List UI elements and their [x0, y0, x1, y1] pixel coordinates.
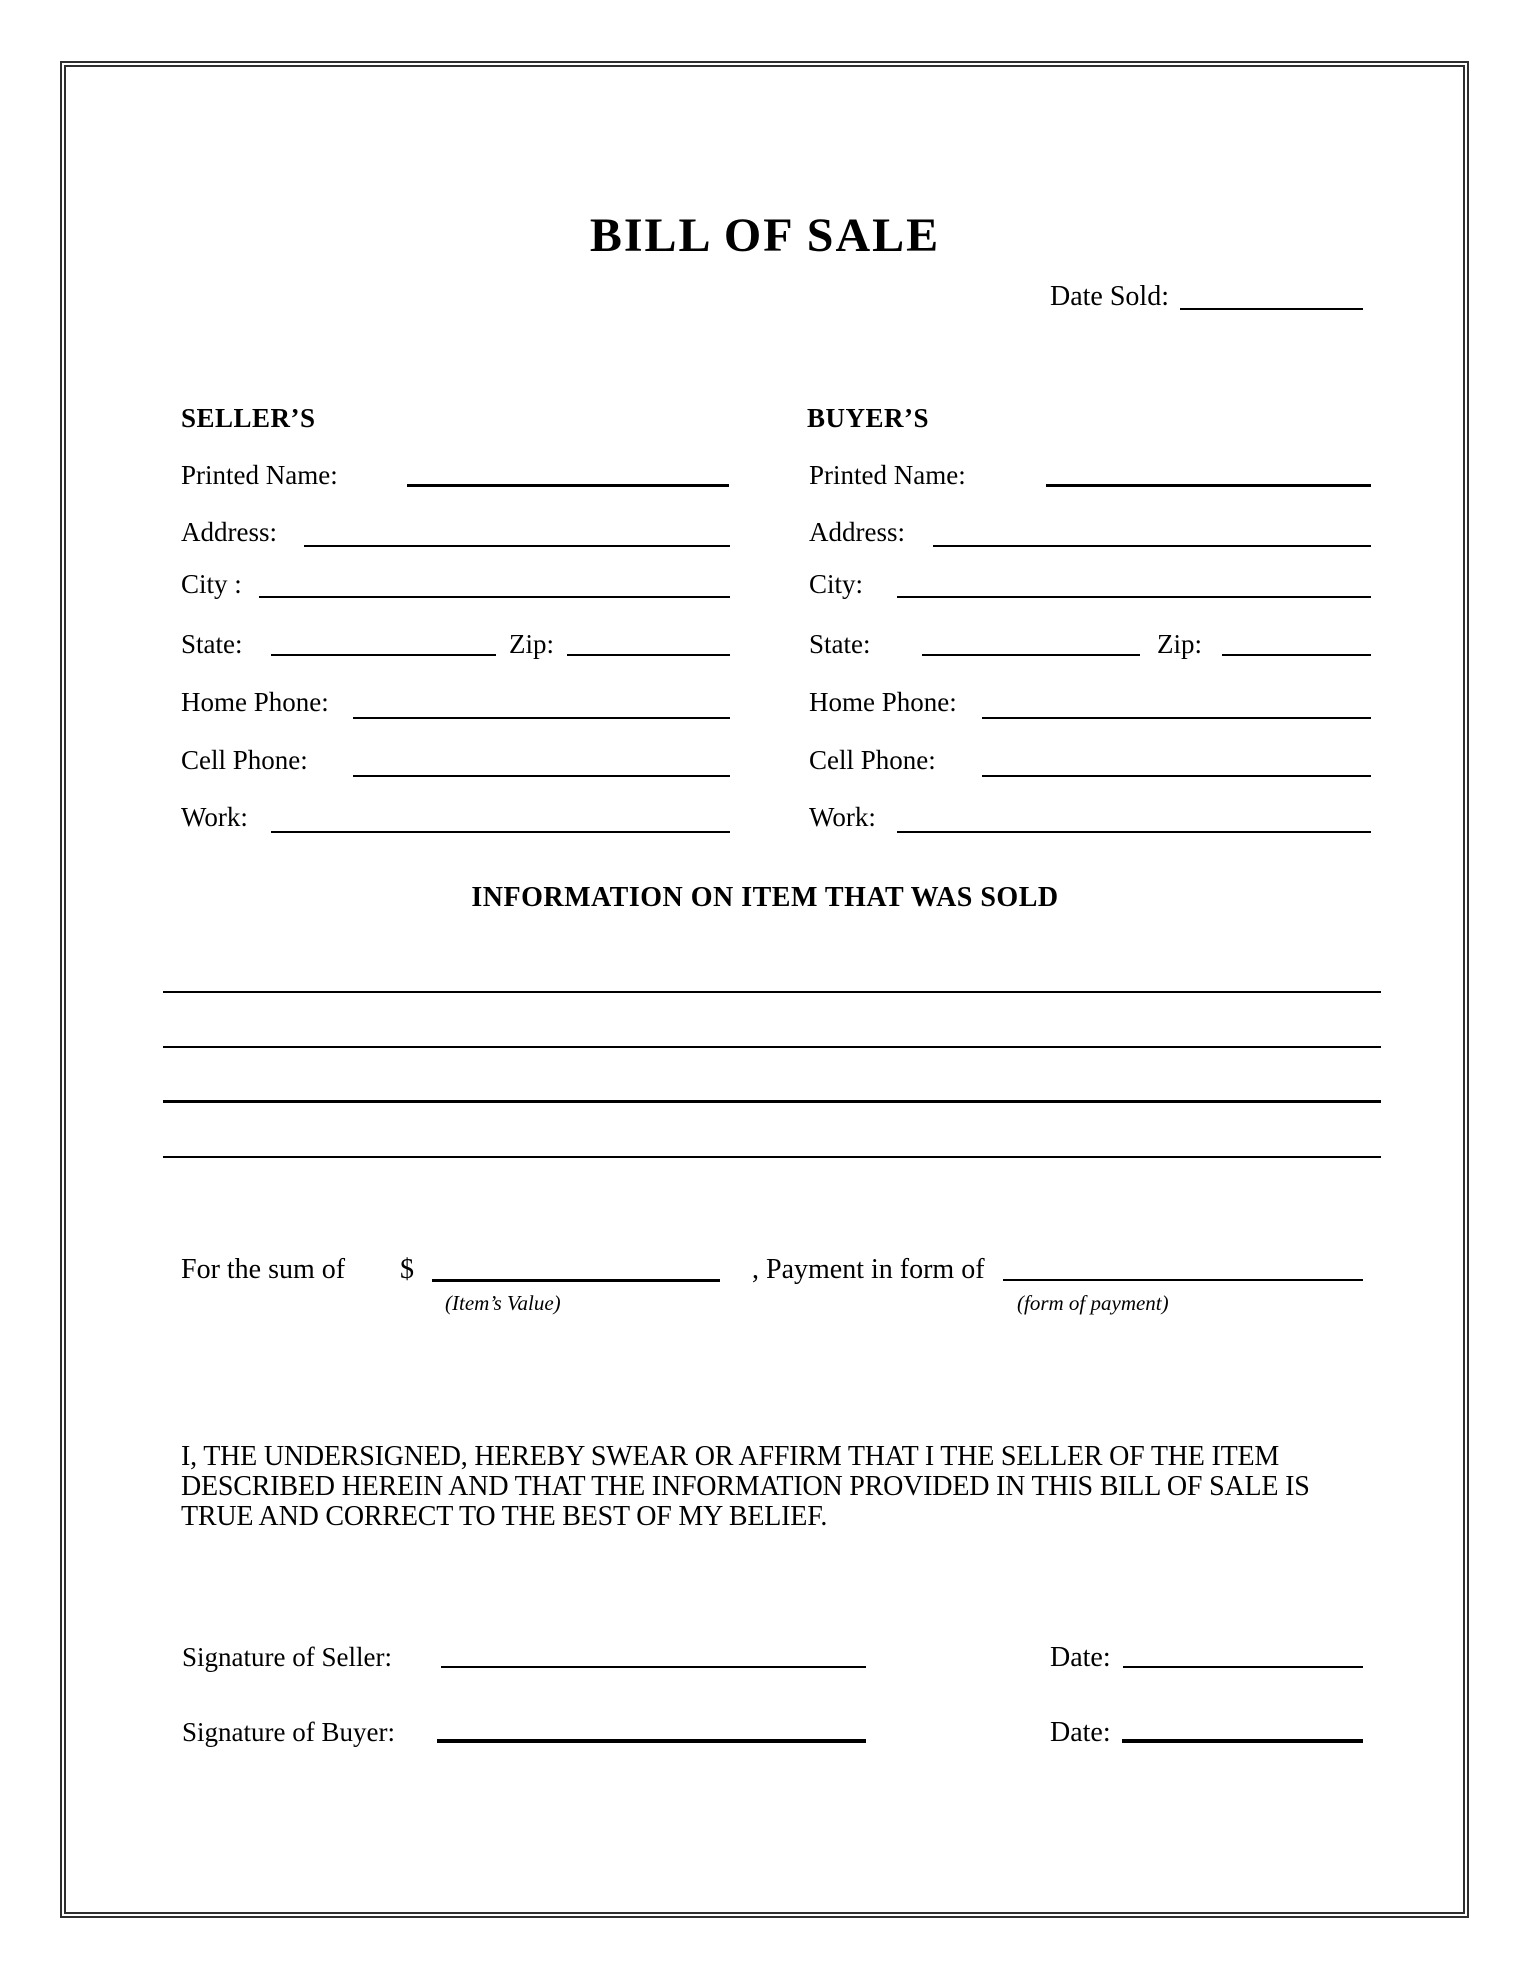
payment-form-input[interactable]: [1003, 1279, 1363, 1281]
buyer-date-input[interactable]: [1122, 1739, 1363, 1743]
payment-form-caption: (form of payment): [1017, 1291, 1169, 1315]
buyer-city-label: City:: [809, 569, 864, 599]
item-value-caption: (Item’s Value): [445, 1291, 561, 1315]
page-title: BILL OF SALE: [589, 209, 941, 262]
item-description-line-4[interactable]: [163, 1156, 1381, 1158]
page-border-frame: [60, 61, 1469, 1918]
affidavit-text: [181, 1442, 1310, 1532]
affidavit-line: TRUE AND CORRECT TO THE BEST OF MY BELIEF.: [181, 1501, 828, 1532]
buyer-printed-name-label: Printed Name:: [809, 460, 966, 490]
seller-zip-label: Zip:: [509, 629, 554, 659]
seller-state-label: State:: [181, 629, 243, 659]
seller-home-phone-input[interactable]: [353, 717, 730, 719]
seller-zip-input[interactable]: [567, 654, 730, 656]
affidavit-line: DESCRIBED HEREIN AND THAT THE INFORMATION PROVIDED IN THIS BILL OF SALE IS: [181, 1471, 1310, 1502]
seller-address-input[interactable]: [304, 545, 730, 547]
seller-state-input[interactable]: [271, 654, 496, 656]
item-description-line-1[interactable]: [163, 991, 1381, 993]
seller-work-phone-label: Work:: [181, 802, 248, 832]
seller-signature-label: Signature of Seller:: [182, 1642, 392, 1672]
buyer-state-input[interactable]: [922, 654, 1140, 656]
item-description-line-2[interactable]: [163, 1046, 1381, 1048]
seller-printed-name-label: Printed Name:: [181, 460, 338, 490]
seller-city-label: City :: [181, 569, 242, 599]
buyer-section-header: BUYER’S: [807, 403, 930, 433]
buyer-home-phone-label: Home Phone:: [809, 687, 957, 717]
item-info-heading: INFORMATION ON ITEM THAT WAS SOLD: [471, 882, 1059, 913]
buyer-cell-phone-label: Cell Phone:: [809, 745, 936, 775]
buyer-address-label: Address:: [809, 517, 905, 547]
seller-date-label: Date:: [1050, 1642, 1111, 1673]
seller-signature-input[interactable]: [441, 1666, 866, 1668]
payment-form-label: , Payment in form of: [752, 1254, 985, 1285]
buyer-city-input[interactable]: [897, 596, 1371, 598]
seller-printed-name-input[interactable]: [407, 484, 729, 487]
dollar-sign: $: [400, 1254, 414, 1285]
buyer-zip-input[interactable]: [1222, 654, 1371, 656]
seller-work-phone-input[interactable]: [271, 831, 730, 833]
buyer-work-phone-input[interactable]: [897, 831, 1371, 833]
buyer-printed-name-input[interactable]: [1046, 484, 1371, 487]
buyer-zip-label: Zip:: [1157, 629, 1202, 659]
sum-prefix-label: For the sum of: [181, 1254, 346, 1285]
date-sold-input[interactable]: [1180, 308, 1363, 310]
buyer-signature-label: Signature of Buyer:: [182, 1717, 395, 1747]
buyer-signature-input[interactable]: [437, 1739, 866, 1743]
buyer-work-phone-label: Work:: [809, 802, 876, 832]
item-description-line-3[interactable]: [163, 1100, 1381, 1103]
date-sold-label: Date Sold:: [1050, 281, 1169, 312]
seller-home-phone-label: Home Phone:: [181, 687, 329, 717]
seller-address-label: Address:: [181, 517, 277, 547]
buyer-state-label: State:: [809, 629, 871, 659]
buyer-address-input[interactable]: [933, 545, 1371, 547]
seller-cell-phone-input[interactable]: [353, 775, 730, 777]
buyer-cell-phone-input[interactable]: [982, 775, 1371, 777]
affidavit-line: I, THE UNDERSIGNED, HEREBY SWEAR OR AFFIRM THAT I THE SELLER OF THE ITEM: [181, 1441, 1280, 1472]
seller-date-input[interactable]: [1123, 1666, 1363, 1668]
buyer-home-phone-input[interactable]: [982, 717, 1371, 719]
seller-city-input[interactable]: [259, 596, 730, 598]
seller-cell-phone-label: Cell Phone:: [181, 745, 308, 775]
seller-section-header: SELLER’S: [181, 403, 316, 433]
item-value-input[interactable]: [432, 1279, 720, 1282]
buyer-date-label: Date:: [1050, 1717, 1111, 1748]
